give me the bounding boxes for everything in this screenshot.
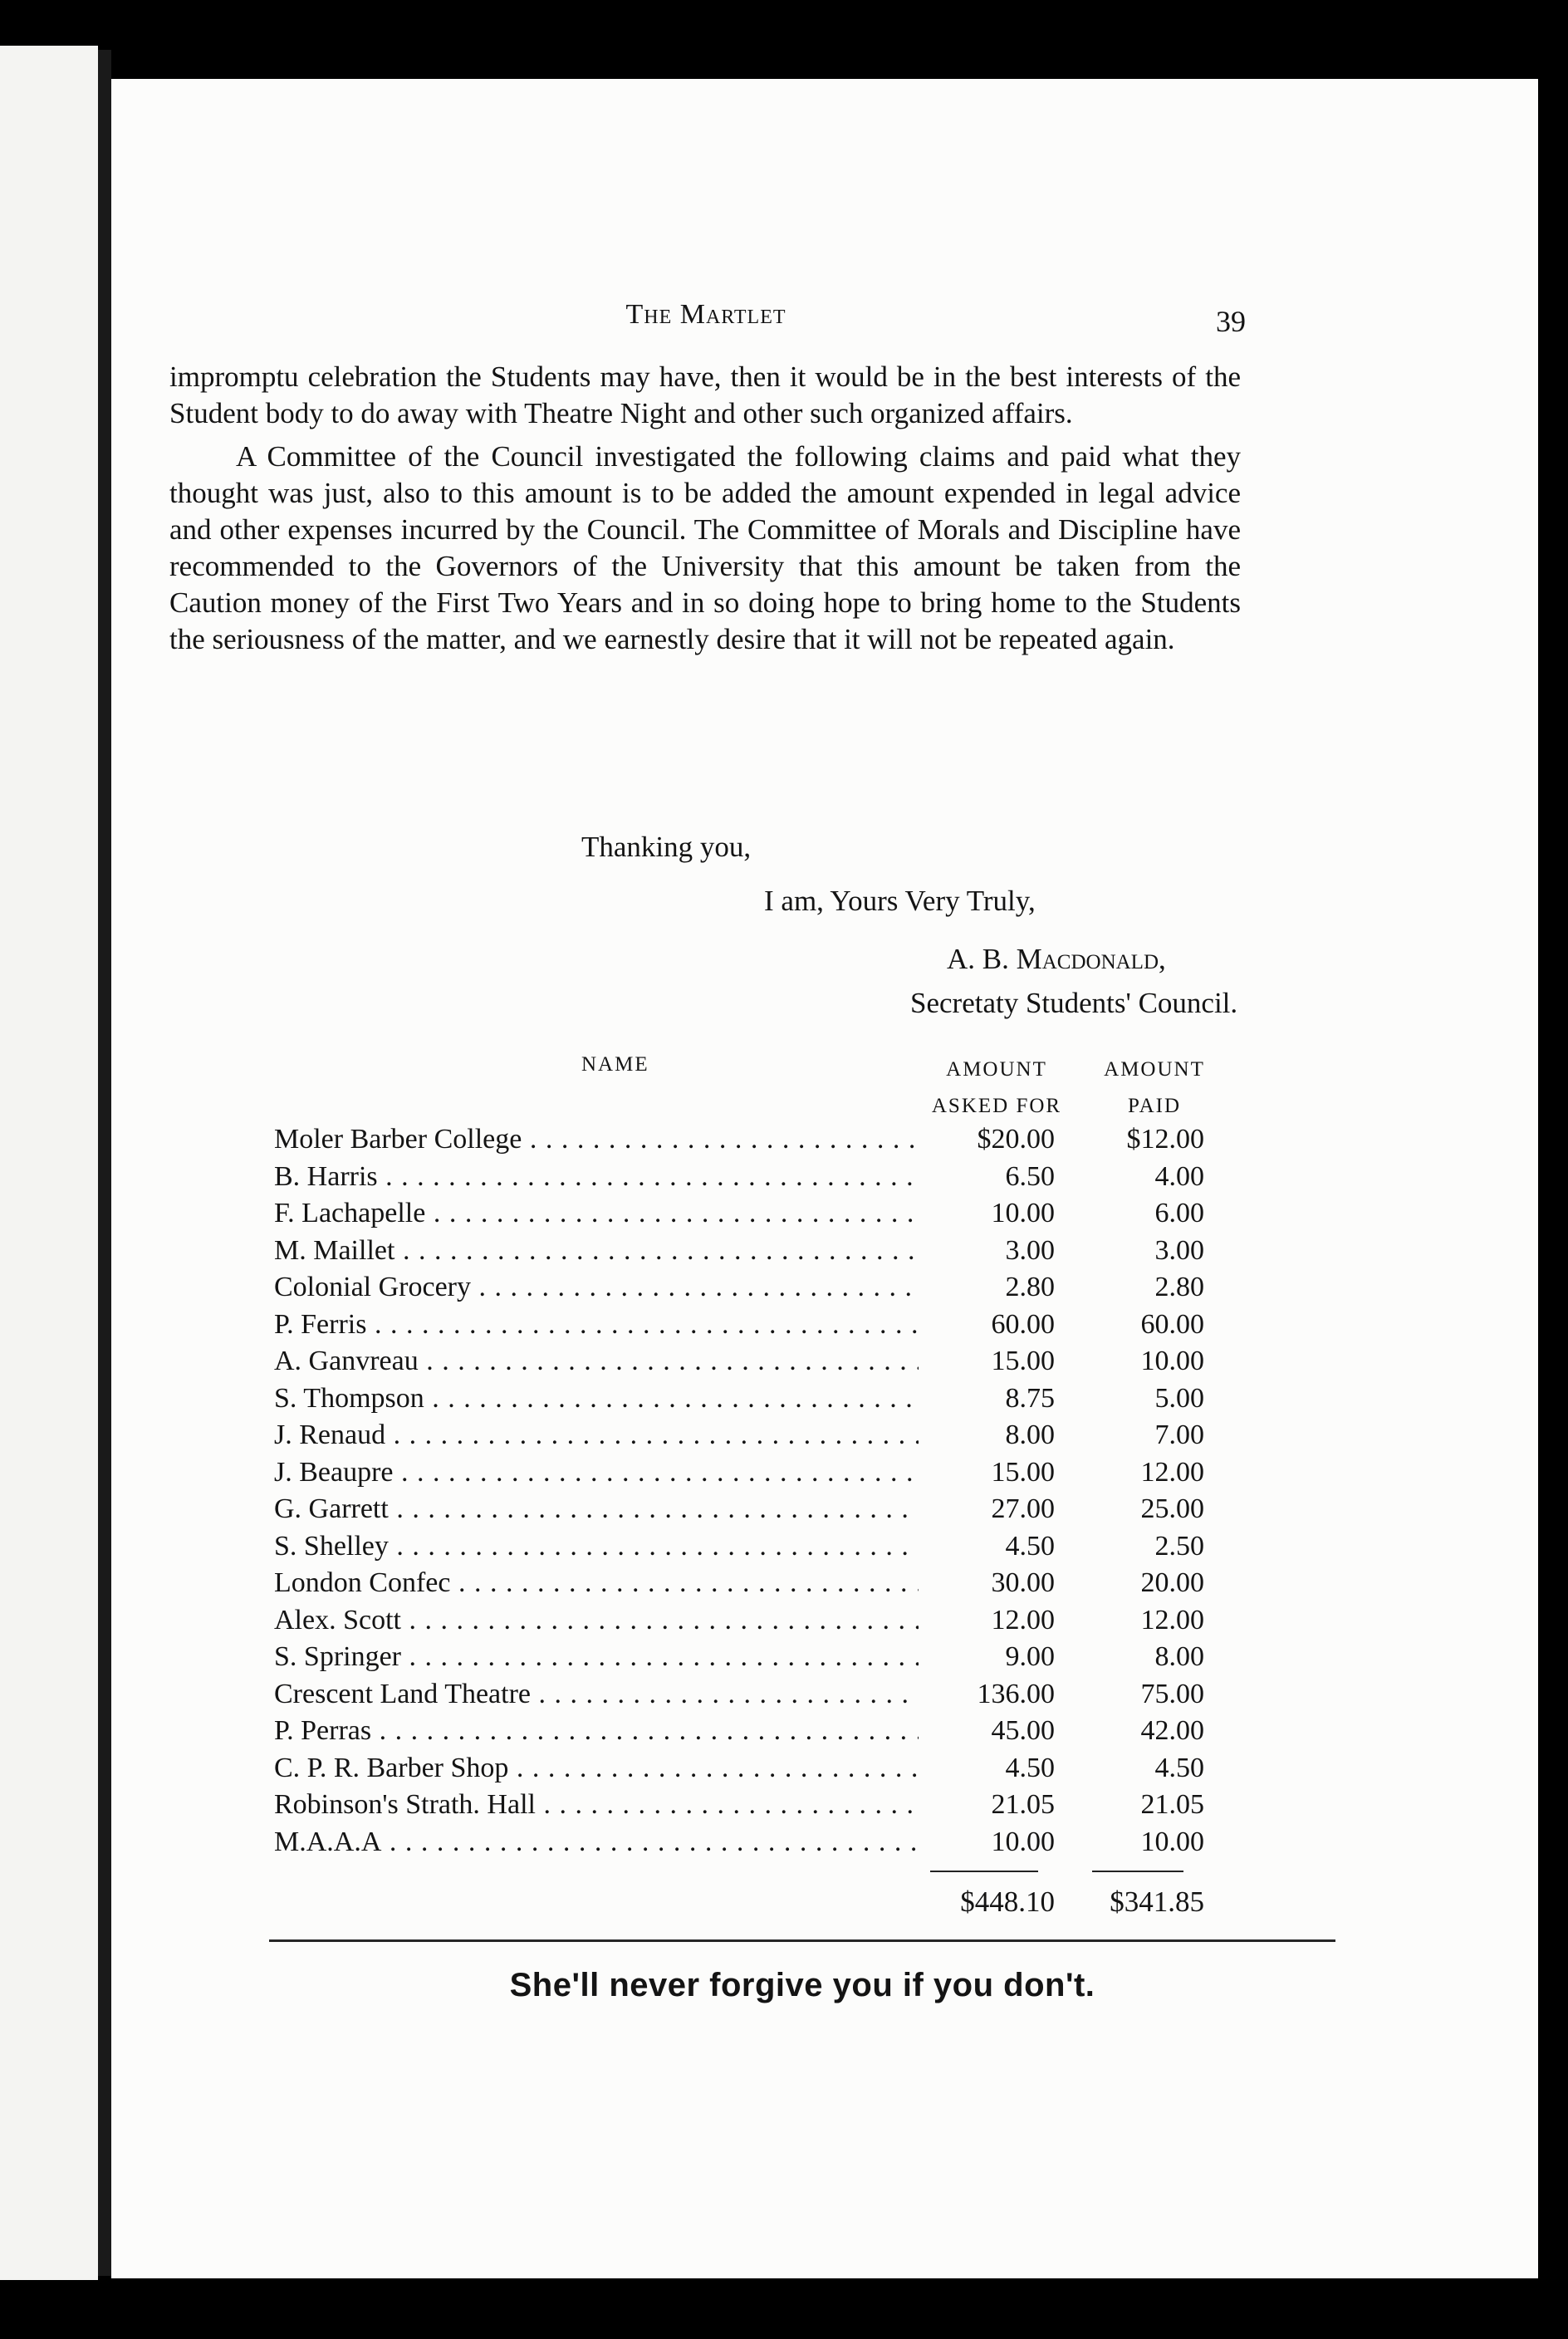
table-row: [274, 1787, 1237, 1824]
page-number: 39: [1216, 305, 1246, 338]
claimant-name: C. P. R. Barber Shop . . .: [274, 1750, 919, 1787]
facing-page-edge: [0, 46, 98, 2280]
claimant-name: S. Shelley . . .: [274, 1528, 919, 1565]
amount-asked: 4.50: [1005, 1530, 1055, 1562]
claimant-name: Moler Barber College . . .: [274, 1121, 919, 1158]
footer-slogan: She'll never forgive you if you don't.: [509, 1967, 1095, 2003]
amount-asked: 6.50: [1005, 1160, 1055, 1192]
amount-asked: 4.50: [1005, 1752, 1055, 1783]
table-row: [274, 1269, 1237, 1307]
amount-asked: 27.00: [991, 1493, 1055, 1524]
claimant-name: G. Garrett . . .: [274, 1491, 919, 1527]
table-row: [274, 1159, 1237, 1196]
footer-rule: [269, 1939, 1335, 1942]
claimant-name: P. Perras . . .: [274, 1713, 919, 1749]
amount-asked: 15.00: [991, 1456, 1055, 1488]
running-title: The Martlet: [625, 299, 786, 330]
amount-asked: 60.00: [991, 1308, 1055, 1340]
closing-thanks: Thanking you,: [581, 831, 752, 863]
claimant-name: London Confec . . .: [274, 1565, 919, 1601]
amount-paid: 8.00: [1154, 1641, 1204, 1672]
claimant-name: F. Lachapelle . . .: [274, 1195, 919, 1232]
amount-paid: 20.00: [1140, 1567, 1204, 1598]
table-row: [274, 1565, 1237, 1602]
running-head: [498, 299, 1246, 349]
header-asked-line2: ASKED FOR: [931, 1095, 1062, 1117]
amount-paid: 2.50: [1154, 1530, 1204, 1562]
book-spine: [98, 50, 111, 2276]
amount-paid: $12.00: [1126, 1124, 1204, 1155]
amount-asked: 15.00: [991, 1346, 1055, 1376]
claimant-name: J. Renaud . . .: [274, 1417, 919, 1454]
table-rows: [274, 1121, 1237, 1861]
claimant-name: P. Ferris . . .: [274, 1307, 919, 1343]
table-row: [274, 1528, 1237, 1566]
amount-asked: 136.00: [977, 1678, 1055, 1709]
total-asked: $448.10: [960, 1885, 1055, 1918]
table-row: [274, 1676, 1237, 1714]
sum-rule-paid: [1092, 1871, 1183, 1872]
table-row: [274, 1417, 1237, 1454]
amount-asked: 3.00: [1005, 1234, 1055, 1266]
claimant-name: S. Thompson . . .: [274, 1380, 919, 1417]
header-asked-line1: AMOUNT: [946, 1058, 1047, 1081]
amount-paid: 4.00: [1154, 1160, 1204, 1192]
table-row: [274, 1750, 1237, 1787]
amount-paid: 12.00: [1140, 1456, 1204, 1488]
amount-paid: 2.80: [1154, 1272, 1204, 1302]
table-row: [274, 1639, 1237, 1676]
claimant-name: A. Ganvreau . . .: [274, 1343, 919, 1380]
table-row: [274, 1713, 1237, 1750]
amount-paid: 10.00: [1140, 1346, 1204, 1376]
signature-name: A. B. Macdonald,: [947, 943, 1166, 975]
amount-asked: 9.00: [1005, 1641, 1055, 1672]
amount-asked: $20.00: [977, 1124, 1055, 1155]
table-row: [274, 1454, 1237, 1492]
claimant-name: Colonial Grocery . . .: [274, 1269, 919, 1306]
amount-paid: 4.50: [1154, 1752, 1204, 1783]
closing-valediction: I am, Yours Very Truly,: [764, 885, 1036, 917]
table-row: [274, 1195, 1237, 1233]
amount-paid: 7.00: [1154, 1420, 1204, 1450]
header-paid-line1: AMOUNT: [1104, 1058, 1205, 1081]
table-row: [274, 1491, 1237, 1528]
amount-asked: 2.80: [1005, 1272, 1055, 1302]
amount-asked: 30.00: [991, 1567, 1055, 1598]
amount-asked: 10.00: [991, 1198, 1055, 1228]
claimant-name: S. Springer . . .: [274, 1639, 919, 1675]
amount-paid: 3.00: [1154, 1234, 1204, 1266]
claimant-name: J. Beaupre . . .: [274, 1454, 919, 1491]
table-row: [274, 1824, 1237, 1861]
body-text: [169, 359, 1241, 658]
paragraph-1: impromptu celebration the Students may have, then it would be in the best interests of the Student body to do away with Theatre Night and other such organized affairs.: [169, 360, 1241, 429]
header-paid-line2: PAID: [1127, 1095, 1182, 1117]
amount-paid: 21.05: [1140, 1789, 1204, 1820]
claimant-name: Crescent Land Theatre . . .: [274, 1676, 919, 1713]
paragraph-2: A Committee of the Council investigated the following claims and paid what they thought was just, also to this amount is to be added the amount expended in legal advice and other expenses incurred by the Council. The Committee of Morals and Discipline have recommended to the Governors of the University that this amount be taken from the Caution money of the First Two Years and in so doing hope to bring home to the Students the seriousness of the matter, and we earnestly desire that it will not be repeated again.: [169, 440, 1241, 655]
amount-paid: 60.00: [1140, 1308, 1204, 1340]
claimant-name: M. Maillet . . .: [274, 1233, 919, 1269]
table-row: [274, 1233, 1237, 1270]
header-name: NAME: [581, 1053, 649, 1076]
table-row: [274, 1121, 1237, 1159]
amount-paid: 10.00: [1140, 1826, 1204, 1857]
amount-asked: 10.00: [991, 1826, 1055, 1857]
table-row: [274, 1307, 1237, 1344]
amount-paid: 5.00: [1154, 1382, 1204, 1414]
total-paid: $341.85: [1110, 1885, 1204, 1918]
amount-paid: 25.00: [1140, 1493, 1204, 1524]
sum-rule-asked: [930, 1871, 1038, 1872]
amount-asked: 8.75: [1005, 1382, 1055, 1414]
amount-asked: 45.00: [991, 1715, 1055, 1746]
claimant-name: M.A.A.A . . .: [274, 1824, 919, 1861]
amount-asked: 8.00: [1005, 1420, 1055, 1450]
table-row: [274, 1602, 1237, 1640]
signature-title: Secretaty Students' Council.: [910, 987, 1238, 1019]
table-row: [274, 1343, 1237, 1380]
amount-paid: 6.00: [1154, 1198, 1204, 1228]
amount-paid: 42.00: [1140, 1715, 1204, 1746]
amount-paid: 12.00: [1140, 1604, 1204, 1635]
amount-paid: 75.00: [1140, 1678, 1204, 1709]
amount-asked: 21.05: [991, 1789, 1055, 1820]
claimant-name: B. Harris . . .: [274, 1159, 919, 1195]
table-row: [274, 1380, 1237, 1418]
amount-asked: 12.00: [991, 1604, 1055, 1635]
claimant-name: Robinson's Strath. Hall . . .: [274, 1787, 919, 1823]
claimant-name: Alex. Scott . . .: [274, 1602, 919, 1639]
